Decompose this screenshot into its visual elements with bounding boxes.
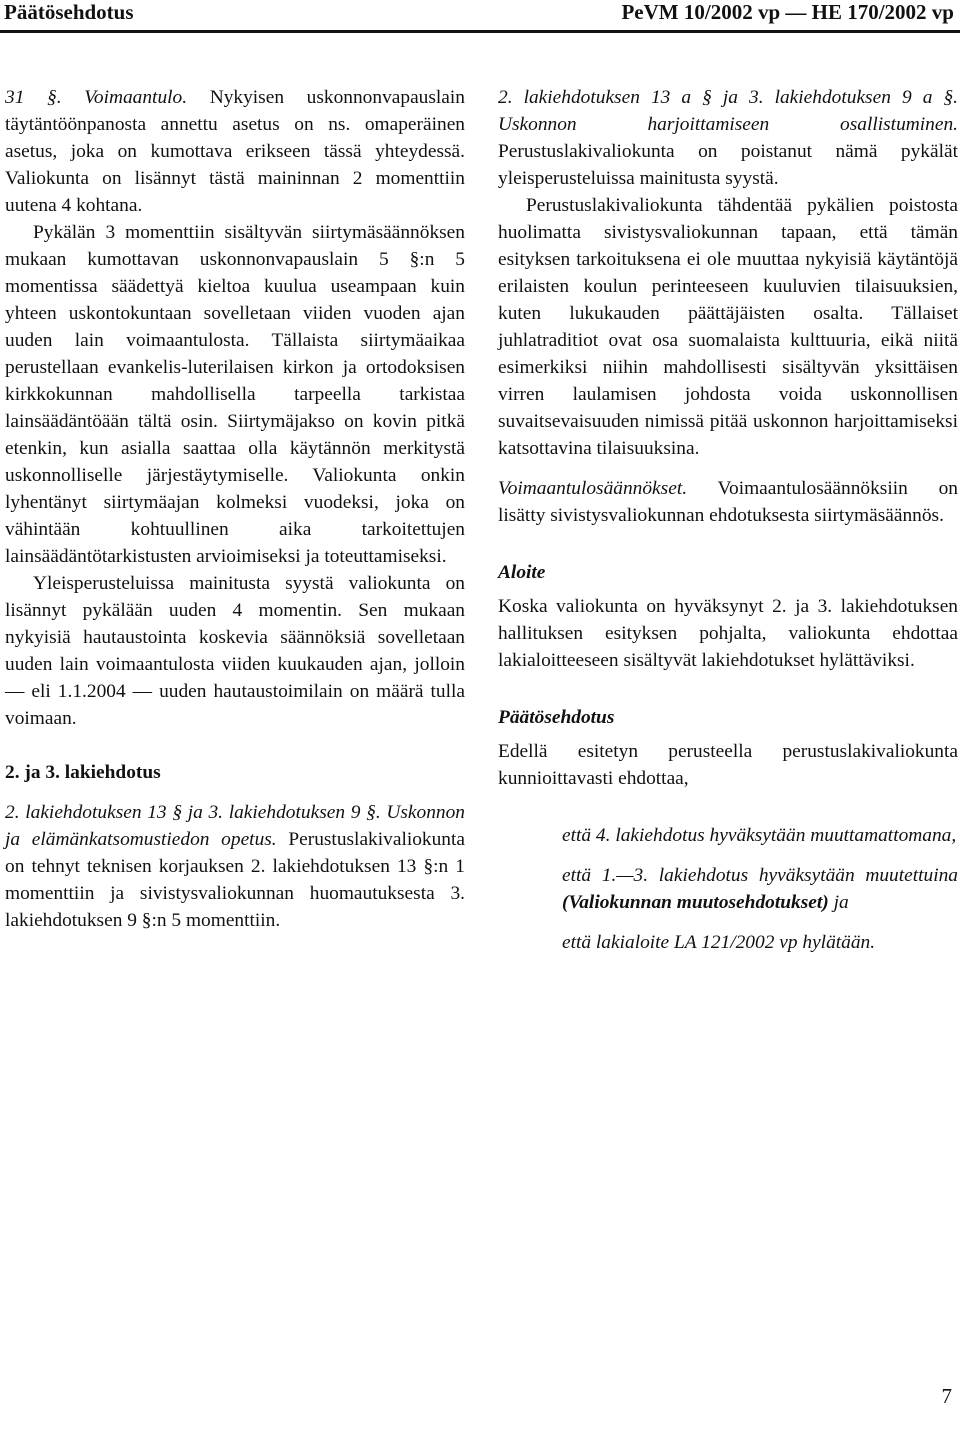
page-number: 7 <box>941 1384 952 1408</box>
right-column <box>498 84 958 956</box>
header-section-title: Päätösehdotus <box>4 0 134 24</box>
proposal-text-end: ja <box>828 892 849 913</box>
paragraph-text: Voimaantulosäännöksiin on lisätty sivistysvaliokunnan ehdotuksesta siirtymäsäännös. <box>498 478 958 526</box>
page-header <box>0 0 960 26</box>
paragraph-heading: 31 §. Voimaantulo. <box>5 87 188 108</box>
section-title-lakiehdotus: 2. ja 3. lakiehdotus <box>5 762 161 783</box>
paragraph-aloite: Koska valiokunta on hyväksynyt 2. ja 3. lakiehdotuksen hallituksen esityksen pohjalta, valiokunta ehdottaa lakialoitteeseen sisältyvät lakiehdotukset hylättäviksi. <box>498 596 958 671</box>
section-title-aloite: Aloite <box>498 562 546 583</box>
left-column <box>5 84 465 934</box>
proposal-text: että 1.—3. lakiehdotus hyväksytään muutettuina <box>562 865 958 886</box>
proposal-item: että lakialoite LA 121/2002 vp hylätään. <box>562 932 876 953</box>
paragraph-text: Perustuslakivaliokunta on poistanut nämä pykälät yleisperusteluissa mainitusta syystä. <box>498 141 958 189</box>
paragraph-voimaantulo <box>5 84 465 219</box>
section-title-paatosehdotus: Päätösehdotus <box>498 707 615 728</box>
paragraph-hautaustoimi: Yleisperusteluissa mainitusta syystä valiokunta on lisännyt pykälään uuden 4 momentin. Sen mukaan nykyisiä hautaustointa koskevia säännöksiä sovelletaan uuden lain voimaantulosta viiden kuukauden ajan, jolloin — eli 1.1.2004 — uuden hautaustoimilain on määrä tulla voimaan. <box>5 573 465 729</box>
paragraph-text: Perustuslakivaliokunta on tehnyt teknisen korjauksen 2. lakiehdotuksen 13 §:n 1 momenttiin ja sivistysvaliokunnan huomautuksesta 3. lakiehdotuksen 9 §:n 5 momenttiin. <box>5 829 465 931</box>
paragraph-uskonnon-harjoittaminen <box>498 84 958 192</box>
paragraph-heading: 2. lakiehdotuksen 13 a § ja 3. lakiehdotuksen 9 a §. Uskonnon harjoittamiseen osallistuminen. <box>498 87 958 135</box>
paragraph-voimaantulosaannokset <box>498 475 958 529</box>
header-rule <box>0 30 960 33</box>
paragraph-heading: 2. lakiehdotuksen 13 § ja 3. lakiehdotuksen 9 §. Uskonnon ja elämänkatsomustiedon opetus. <box>5 802 465 850</box>
proposal-item <box>562 862 958 916</box>
header-document-reference: PeVM 10/2002 vp — HE 170/2002 vp <box>621 0 954 24</box>
paragraph-text: Nykyisen uskonnonvapauslain täytäntöönpanosta annettu asetus on ns. omaperäinen asetus, joka on kumottava erikseen tässä yhteydessä. Valiokunta on lisännyt tästä maininnan 2 momenttiin uutena 4 kohtana. <box>5 87 465 216</box>
proposal-emphasis: (Valiokunnan muutosehdotukset) <box>562 892 829 913</box>
paragraph-heading: Voimaantulosäännökset. <box>498 478 688 499</box>
paragraph-paatosehdotus: Edellä esitetyn perusteella perustuslakivaliokunta kunnioittavasti ehdottaa, <box>498 741 958 789</box>
paragraph-opetus <box>5 799 465 934</box>
paragraph-siirtymasaannos: Pykälän 3 momenttiin sisältyvän siirtymäsäännöksen mukaan kumottavan uskonnonvapauslain 5 §:n 5 momentissa säädettyä kieltoa kuulua useampaan kuin yhteen uskontokuntaan sovelletaan viiden vuoden ajan uuden lain voimaantulosta. Tällaista siirtymäaikaa perustellaan evankelis-luterilaisen kirkon ja ortodoksisen kirkkokunnan mahdollisella tarpeella tarkistaa lainsäädäntöään tältä osin. Siirtymäjakso on kovin pitkä etenkin, kun asialla saattaa olla käytännön merkitystä uskonnolliselle järjestäytymiselle. Valiokunta onkin lyhentänyt siirtymäajan kolmeksi vuodeksi, joka on vähintään kohtuullinen aika tarkoitettujen lainsäädäntötarkistusten arvioimiseksi ja toteuttamiseksi. <box>5 222 465 567</box>
paragraph-juhlatraditiot: Perustuslakivaliokunta tähdentää pykälien poistosta huolimatta sivistysvaliokunnan tapaan, että tämän esityksen tarkoituksena ei ole muuttaa nykyisiä käytäntöjä erilaisten koulun perinteeseen kuuluvien tilaisuuksien, kuten lukukauden päättäjäisten osalta. Tällaiset juhlatraditiot ovat osa suomalaista kulttuuria, eikä niitä esimerkiksi niihin mahdollisesti sisältyvän yksittäisen virren laulamisen johdosta voida uskonnollisen suvaitsevaisuuden nimissä pitää uskonnon harjoittamiseksi katsottavina tilaisuuksina. <box>498 195 958 459</box>
proposal-item: että 4. lakiehdotus hyväksytään muuttamattomana, <box>562 825 957 846</box>
